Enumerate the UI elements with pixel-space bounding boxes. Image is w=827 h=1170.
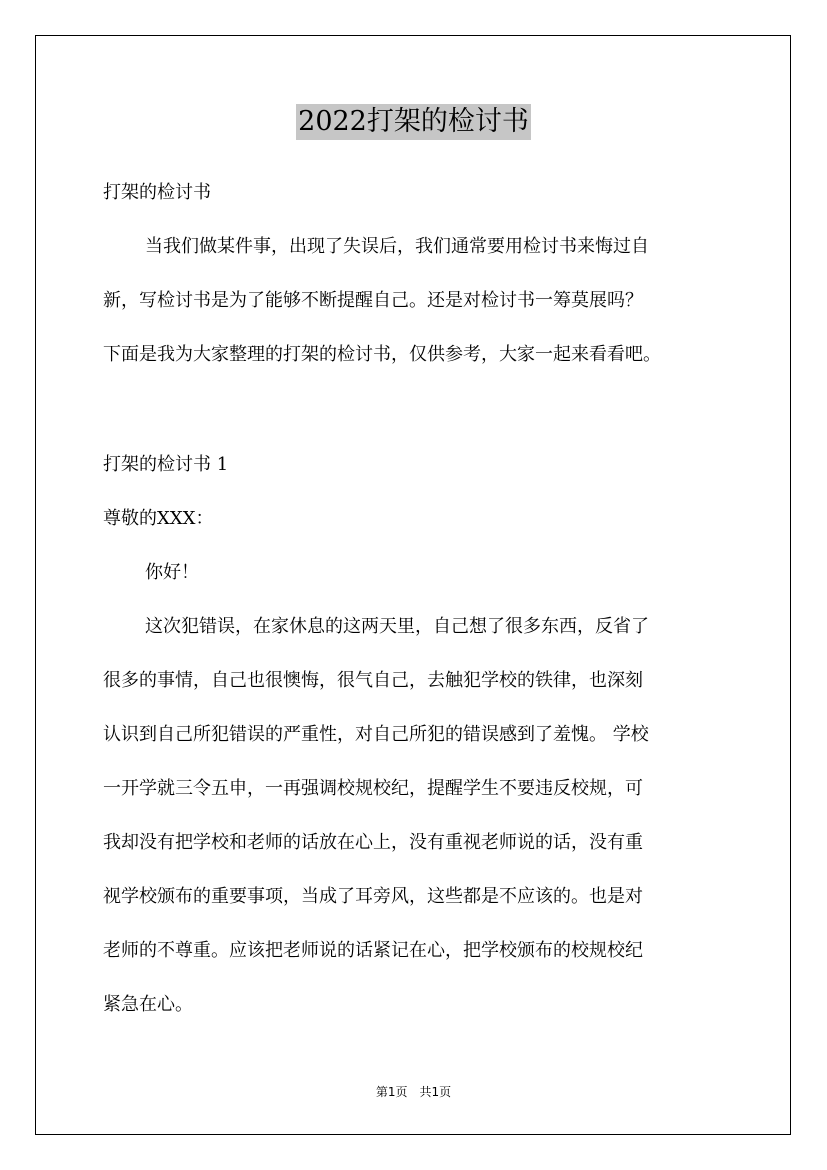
section-heading: 打架的检讨书 — [103, 182, 211, 203]
section-heading: 打架的检讨书 1 — [103, 454, 229, 475]
body-block-intro — [103, 166, 743, 382]
paragraph-line: 我却没有把学校和老师的话放在心上，没有重视老师说的话，没有重 — [103, 832, 643, 853]
paragraph-line: 老师的不尊重。应该把老师说的话紧记在心，把学校颁布的校规校纪 — [103, 940, 643, 961]
paragraph-line: 当我们做某件事，出现了失误后，我们通常要用检讨书来悔过自 — [145, 236, 649, 257]
title-container — [0, 104, 827, 140]
body-block-letter — [103, 438, 743, 1032]
paragraph-line: 新，写检讨书是为了能够不断提醒自己。还是对检讨书一筹莫展吗？ — [103, 290, 643, 311]
paragraph-line: 很多的事情，自己也很懊悔，很气自己，去触犯学校的铁律，也深刻 — [103, 670, 643, 691]
paragraph-line: 这次犯错误，在家休息的这两天里，自己想了很多东西，反省了 — [145, 616, 649, 637]
greeting: 你好！ — [145, 562, 199, 583]
paragraph-line: 紧急在心。 — [103, 994, 193, 1015]
salutation: 尊敬的XXX： — [103, 508, 214, 529]
paragraph-line: 认识到自己所犯错误的严重性，对自己所犯的错误感到了羞愧。 学校 — [103, 724, 649, 745]
document-title: 2022打架的检讨书 — [296, 104, 531, 140]
paragraph-line: 视学校颁布的重要事项，当成了耳旁风，这些都是不应该的。也是对 — [103, 886, 643, 907]
paragraph-line: 一开学就三令五申，一再强调校规校纪，提醒学生不要违反校规，可 — [103, 778, 643, 799]
page-footer: 第1页 共1页 — [375, 1085, 452, 1099]
paragraph-line: 下面是我为大家整理的打架的检讨书，仅供参考，大家一起来看看吧。 — [103, 344, 661, 365]
